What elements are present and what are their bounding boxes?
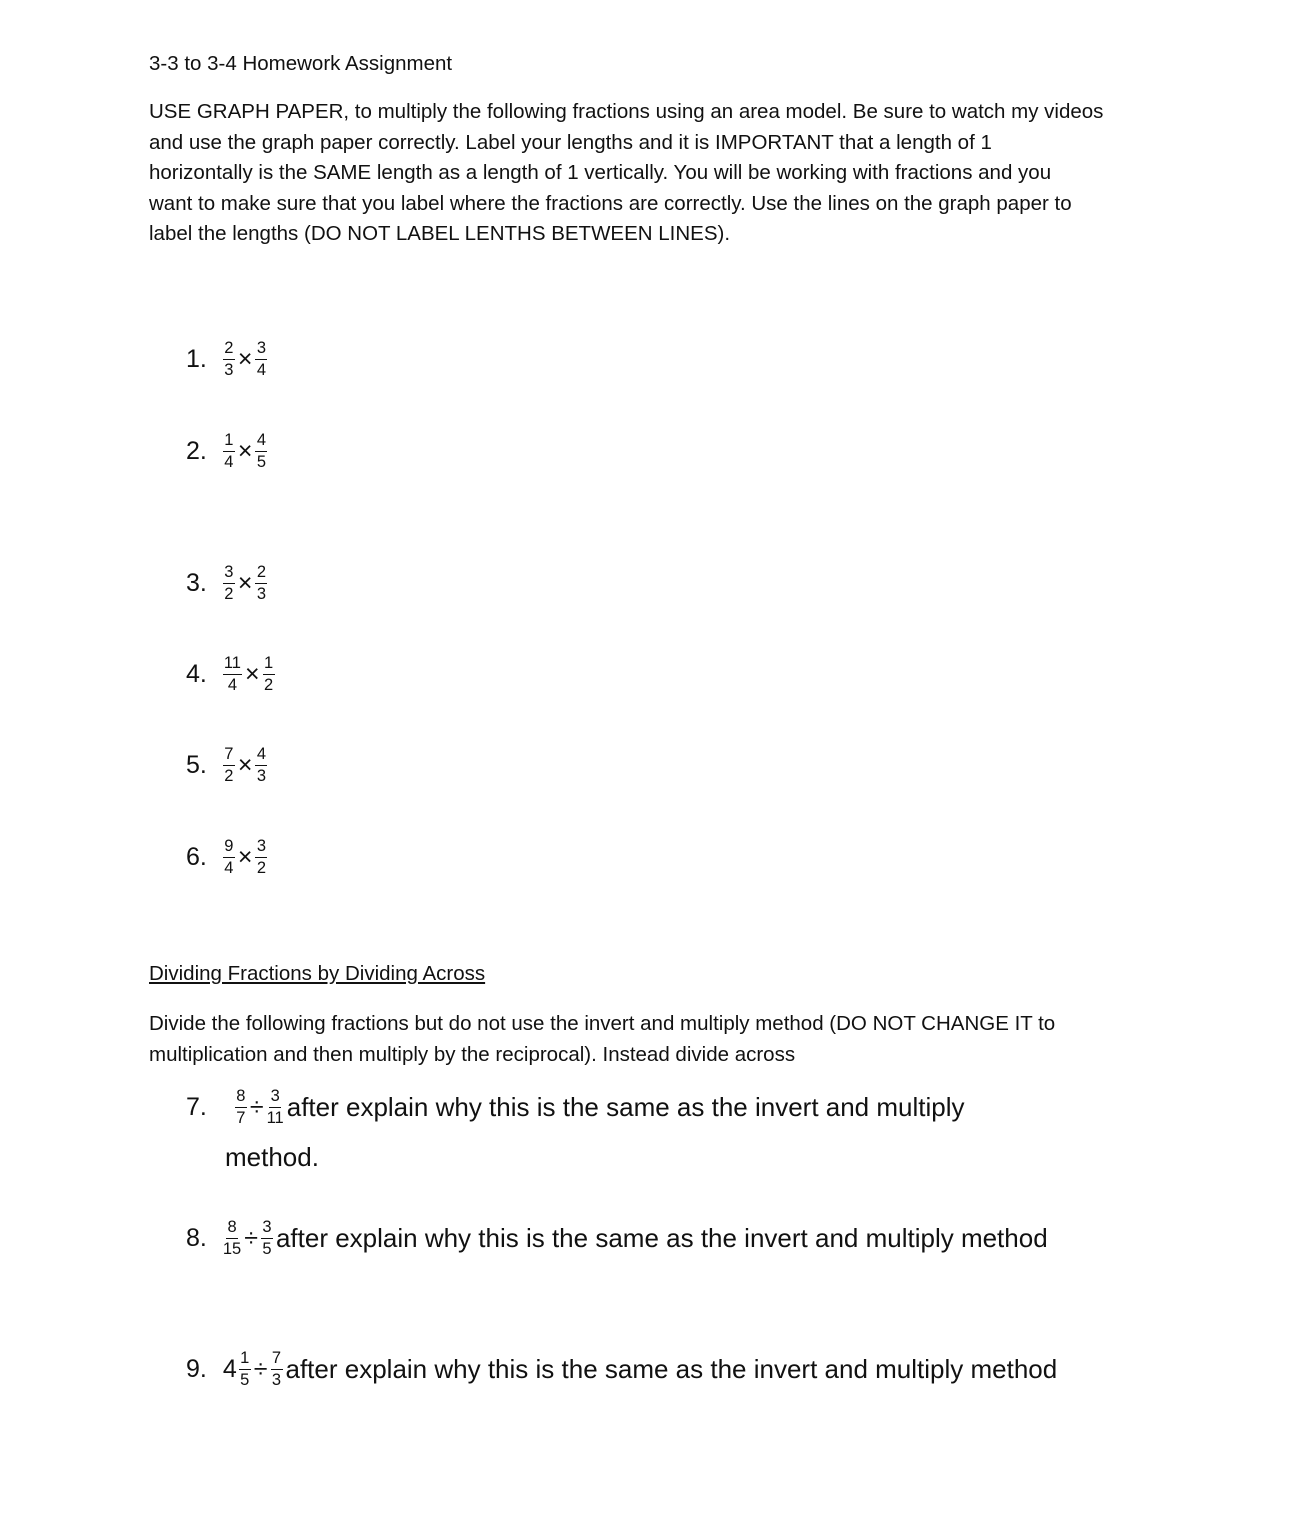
- problem-6: [186, 838, 267, 877]
- denominator: 5: [256, 453, 267, 471]
- fraction-a: [223, 838, 235, 877]
- problem-3: [186, 564, 267, 603]
- section-heading: Dividing Fractions by Dividing Across: [149, 962, 486, 985]
- fraction-b: [255, 432, 267, 471]
- denominator: 3: [224, 361, 234, 379]
- problem-number: 6.: [186, 843, 207, 871]
- instructions-line: label the lengths (DO NOT LABEL LENTHS BETWEEN LINES).: [149, 222, 731, 246]
- numerator: 1: [239, 1350, 251, 1370]
- page-title: 3-3 to 3-4 Homework Assignment: [149, 52, 453, 75]
- fraction-a: [223, 564, 235, 603]
- problem-9: [186, 1350, 1057, 1389]
- numerator: 1: [223, 432, 235, 452]
- instructions-line: Divide the following fractions but do not use the invert and multiply method (DO NOT CHANGE IT to: [149, 1012, 1056, 1035]
- problem-4: [186, 655, 275, 694]
- denominator: 4: [256, 361, 267, 379]
- denominator: 7: [236, 1109, 246, 1127]
- mixed-number-whole: 4: [222, 1355, 237, 1383]
- problem-number: 9.: [186, 1355, 207, 1383]
- multiply-operator: ×: [237, 843, 253, 871]
- divide-operator: ÷: [253, 1355, 268, 1383]
- denominator: 3: [271, 1371, 282, 1389]
- fraction-a: [223, 655, 242, 694]
- instructions-line: horizontally is the SAME length as a length of 1 vertically. You will be working with fractions and you: [149, 161, 1052, 185]
- problem-number: 4.: [186, 660, 207, 688]
- numerator: 7: [271, 1350, 283, 1370]
- numerator: 8: [226, 1219, 238, 1239]
- multiply-operator: ×: [237, 345, 253, 373]
- fraction-b: [255, 564, 267, 603]
- problem-number: 8.: [186, 1224, 207, 1252]
- multiply-operator: ×: [237, 751, 253, 779]
- fraction-a: [239, 1350, 251, 1389]
- denominator: 2: [264, 676, 274, 694]
- instructions-line: and use the graph paper correctly. Label your lengths and it is IMPORTANT that a length of 1: [149, 130, 992, 154]
- numerator: 3: [255, 838, 267, 858]
- denominator: 3: [256, 767, 267, 785]
- problem-7: [186, 1088, 965, 1127]
- problem-number: 7.: [186, 1093, 207, 1121]
- instructions-line: USE GRAPH PAPER, to multiply the following fractions using an area model. Be sure to watch my videos: [149, 100, 1104, 123]
- numerator: 7: [223, 746, 235, 766]
- fraction-b: [263, 655, 275, 694]
- multiply-operator: ×: [245, 660, 260, 688]
- denominator: 2: [224, 767, 234, 785]
- numerator: 3: [269, 1088, 281, 1108]
- fraction-a: [223, 746, 235, 785]
- numerator: 11: [223, 655, 242, 675]
- numerator: 4: [255, 432, 267, 452]
- fraction-a: [223, 340, 235, 379]
- problem-number: 5.: [186, 751, 207, 779]
- numerator: 3: [223, 564, 235, 584]
- divide-operator: ÷: [249, 1093, 264, 1121]
- fraction-b: [267, 1088, 284, 1127]
- problem-number: 1.: [186, 345, 207, 373]
- numerator: 2: [223, 340, 235, 360]
- problem-5: [186, 746, 267, 785]
- numerator: 3: [255, 340, 267, 360]
- denominator: 11: [266, 1109, 284, 1127]
- denominator: 5: [240, 1371, 250, 1389]
- division-instructions: [149, 1009, 1055, 1070]
- problem-8: [186, 1219, 1048, 1258]
- numerator: 3: [261, 1219, 273, 1239]
- denominator: 5: [262, 1240, 272, 1258]
- problem-instruction: after explain why this is the same as the invert and multiply: [286, 1092, 965, 1122]
- multiply-operator: ×: [237, 569, 253, 597]
- fraction-a: [223, 1219, 241, 1258]
- numerator: 9: [223, 838, 235, 858]
- fraction-b: [255, 340, 267, 379]
- fraction-a: [235, 1088, 247, 1127]
- numerator: 1: [263, 655, 275, 675]
- instructions-line: want to make sure that you label where the fractions are correctly. Use the lines on the graph paper to: [149, 191, 1072, 215]
- problem-number: 2.: [186, 437, 207, 465]
- problem-instruction-continued: method.: [225, 1142, 319, 1172]
- denominator: 2: [256, 859, 267, 877]
- fraction-a: [223, 432, 235, 471]
- problem-2: [186, 432, 267, 471]
- instructions-line: multiplication and then multiply by the reciprocal). Instead divide across: [149, 1042, 796, 1066]
- problem-instruction: after explain why this is the same as the invert and multiply method: [275, 1223, 1048, 1253]
- denominator: 4: [227, 676, 238, 694]
- denominator: 2: [224, 585, 234, 603]
- fraction-b: [271, 1350, 283, 1389]
- problem-1: [186, 340, 267, 379]
- fraction-b: [261, 1219, 273, 1258]
- numerator: 4: [255, 746, 267, 766]
- denominator: 15: [222, 1240, 242, 1258]
- denominator: 3: [256, 585, 267, 603]
- multiply-operator: ×: [237, 437, 253, 465]
- fraction-b: [255, 746, 267, 785]
- problem-number: 3.: [186, 569, 207, 597]
- problem-instruction: after explain why this is the same as the invert and multiply method: [285, 1354, 1058, 1384]
- instructions-paragraph: [149, 97, 1159, 250]
- fraction-b: [255, 838, 267, 877]
- numerator: 8: [235, 1088, 247, 1108]
- numerator: 2: [255, 564, 267, 584]
- denominator: 4: [224, 453, 234, 471]
- divide-operator: ÷: [244, 1224, 258, 1252]
- denominator: 4: [224, 859, 234, 877]
